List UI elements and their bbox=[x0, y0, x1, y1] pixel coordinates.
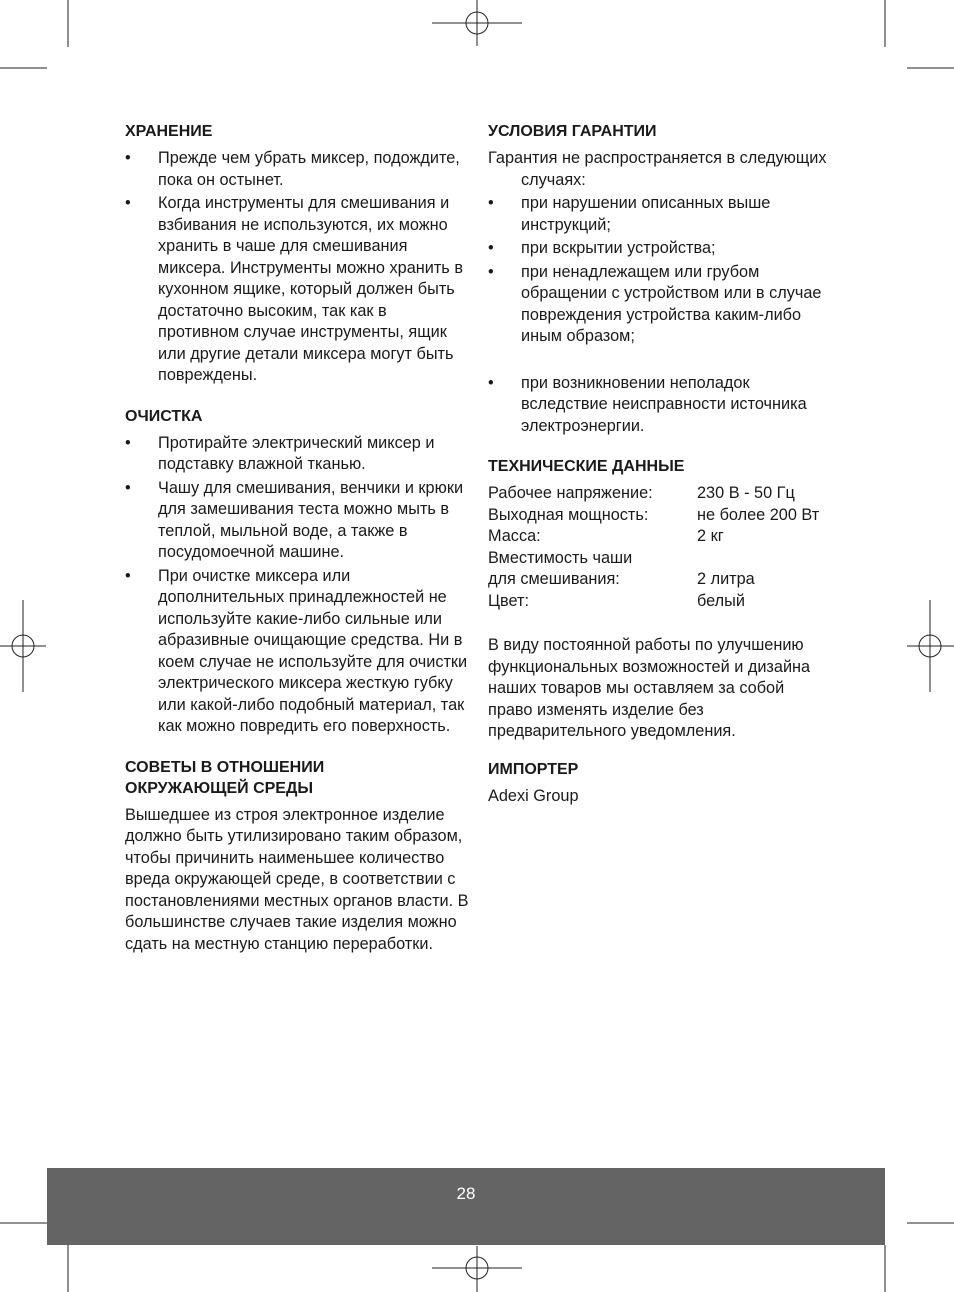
spec-value: 2 литра bbox=[697, 570, 755, 588]
list-item: • Когда инструменты для смешивания и взбивания не используются, их можно хранить в чаше для смешивания миксера. Инструменты можно хранить в кухонном ящике, который должен быть достаточно высоким, так как в противном случае инструменты, ящик или другие детали миксера могут быть повреждены. bbox=[125, 193, 470, 387]
list-item: • Прежде чем убрать миксер, подождите, пока он остынет. bbox=[125, 148, 470, 191]
registration-target-right bbox=[907, 600, 954, 692]
notice-text: В виду постоянной работы по улучшению функциональных возможностей и дизайна наших товаров мы оставляем за собой право изменять изделие без предварительного уведомления. bbox=[488, 636, 811, 740]
list-item: • Чашу для смешивания, венчики и крюки для замешивания теста можно мыть в теплой, мыльной воде, а также в посудомоечной машине. bbox=[125, 478, 470, 564]
importer-heading: ИМПОРТЕР bbox=[488, 760, 579, 778]
list-item: • при ненадлежащем или грубом обращении с устройством или в случае повреждения устройства каким-либо иным образом; bbox=[488, 262, 833, 348]
importer-section bbox=[488, 759, 833, 808]
right-column bbox=[488, 121, 833, 807]
spec-value: не более 200 Вт bbox=[697, 505, 820, 524]
specs-table bbox=[488, 483, 833, 612]
list-item: • при вскрытии устройства; bbox=[488, 238, 833, 260]
environment-heading-line2: ОКРУЖАЮЩЕЙ СРЕДЫ bbox=[125, 779, 314, 797]
storage-section bbox=[125, 121, 470, 387]
importer-name: Adexi Group bbox=[488, 786, 579, 805]
environment-heading-line1: СОВЕТЫ В ОТНОШЕНИИ bbox=[125, 758, 325, 776]
storage-heading: ХРАНЕНИЕ bbox=[125, 123, 213, 140]
spec-label: Вместимость чаши bbox=[488, 548, 633, 567]
spec-value: 230 В - 50 Гц bbox=[697, 484, 795, 502]
environment-heading bbox=[125, 757, 470, 799]
registration-target-top bbox=[432, 0, 522, 46]
cleaning-section bbox=[125, 406, 470, 738]
footer-bar bbox=[47, 1168, 885, 1245]
spec-label: Выходная мощность: bbox=[488, 505, 649, 524]
list-item: • Протирайте электрический миксер и подставку влажной тканью. bbox=[125, 433, 470, 476]
page-number: 28 bbox=[456, 1184, 476, 1203]
registration-target-bottom bbox=[432, 1246, 522, 1292]
warranty-list bbox=[488, 193, 833, 437]
cleaning-list bbox=[125, 433, 470, 738]
left-column bbox=[125, 121, 470, 955]
warranty-intro: Гарантия не распространяется в следующих случаях: bbox=[488, 149, 827, 189]
specs-heading: ТЕХНИЧЕСКИЕ ДАННЫЕ bbox=[488, 458, 685, 475]
list-item: • при возникновении неполадок вследствие неисправности источника электроэнергии. bbox=[488, 373, 833, 438]
cleaning-heading: ОЧИСТКА bbox=[125, 407, 203, 425]
specs-section bbox=[488, 456, 833, 612]
spec-value bbox=[697, 548, 833, 570]
storage-list bbox=[125, 148, 470, 387]
warranty-heading: УСЛОВИЯ ГАРАНТИИ bbox=[488, 123, 657, 140]
spec-label: Масса: bbox=[488, 527, 541, 545]
environment-text: Вышедшее из строя электронное изделие должно быть утилизировано таким образом, чтобы причинить наименьшее количество вреда окружающей среде, в соответствии с постановлениями местных органов власти. В большинстве случаев такие изделия можно сдать на местную станцию переработки. bbox=[125, 805, 469, 953]
registration-target-left bbox=[0, 600, 46, 692]
list-item: • При очистке миксера или дополнительных принадлежностей не используйте какие-либо сильные или абразивные очищающие средства. Ни в коем случае не используйте для очистки электрического миксера жесткую губку или какой-либо подобный материал, так как можно повредить его поверхность. bbox=[125, 566, 470, 738]
spec-value: 2 кг bbox=[697, 527, 724, 545]
spec-label: Рабочее напряжение: bbox=[488, 484, 653, 502]
spec-label: Цвет: bbox=[488, 591, 530, 610]
warranty-section bbox=[488, 121, 833, 437]
environment-section bbox=[125, 757, 470, 956]
spec-label: для смешивания: bbox=[488, 570, 620, 588]
list-item: • при нарушении описанных выше инструкций; bbox=[488, 193, 833, 236]
spec-value: белый bbox=[697, 591, 745, 610]
